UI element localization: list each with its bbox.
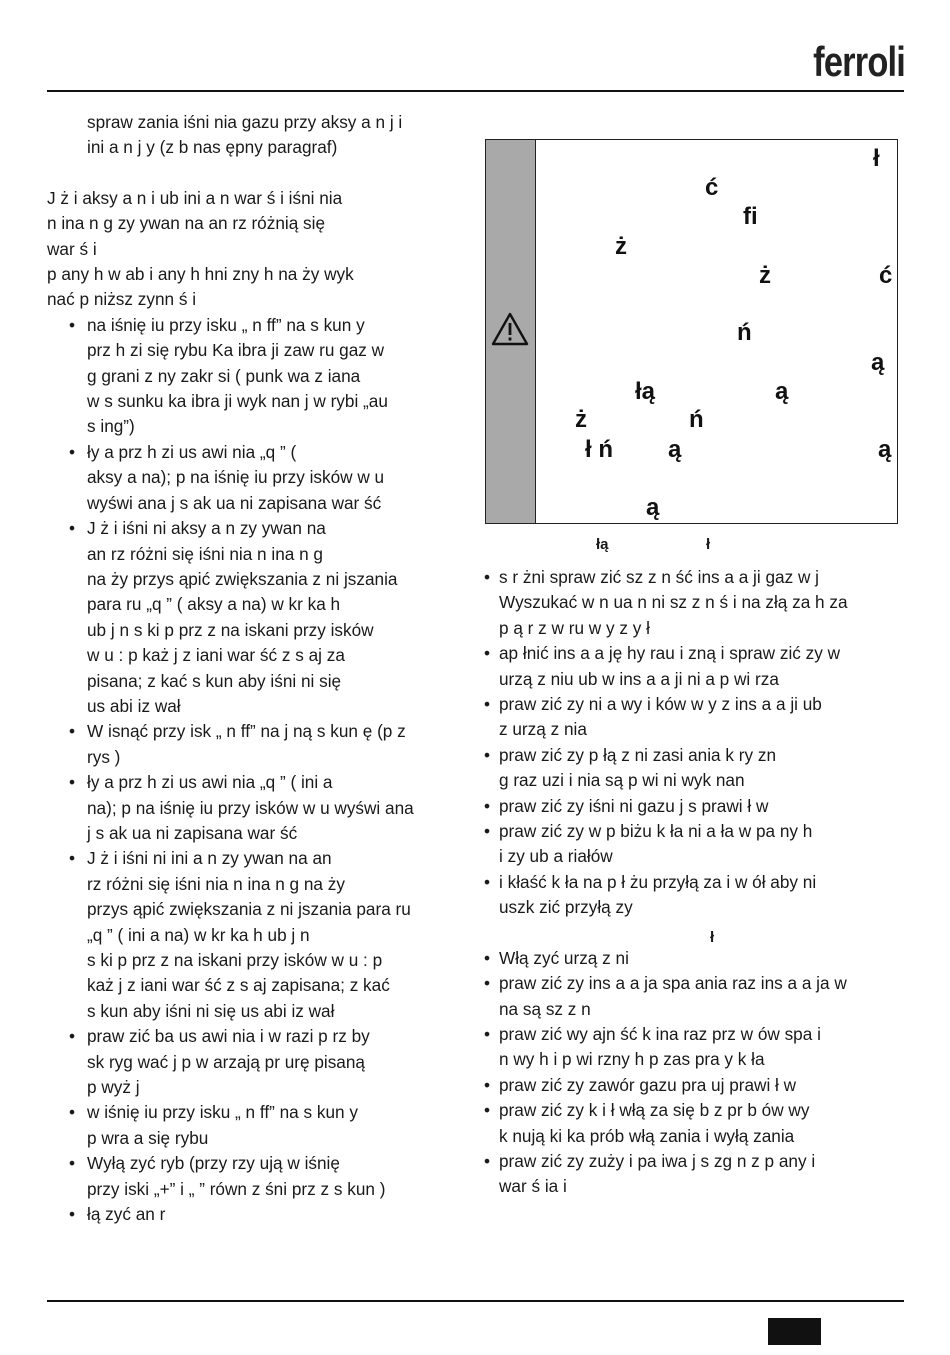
warning-glyph: łą bbox=[635, 378, 656, 405]
text-line: rz różni się iśni nia n ina n g na ży bbox=[87, 873, 345, 894]
list-item bbox=[47, 1202, 467, 1227]
text-line: • praw zić zy ins a a ja spa ania raz ins a a ja w bbox=[499, 973, 847, 994]
page-number-box bbox=[768, 1318, 821, 1345]
warning-box bbox=[485, 139, 898, 524]
text-line: • s r żni spraw zić sz z n ść ins a a ji gaz w j bbox=[499, 567, 819, 587]
text-line: przys ąpić zwiększania z ni jszania para ru bbox=[87, 899, 411, 920]
subheading-row bbox=[486, 921, 906, 946]
list-item bbox=[486, 819, 906, 870]
text-line: spraw zania iśni nia gazu przy aksy a n j i bbox=[87, 112, 403, 132]
warning-glyph: ą bbox=[775, 378, 789, 405]
warning-glyph: ć bbox=[879, 262, 893, 289]
text-line: Wyszukać w n ua n ni sz z n ś i na złą za h za bbox=[499, 592, 848, 613]
text-line: • W isnąć przy isk „ n ff” na j ną s kun ę (p z bbox=[87, 721, 406, 742]
intro-paragraph bbox=[47, 110, 467, 161]
text-line: s ki p prz z na iskani przy isków w u : p bbox=[87, 950, 383, 970]
list-item bbox=[486, 1149, 906, 1200]
text-line: p ą r z w ru w y z y ł bbox=[499, 617, 650, 638]
text-line: • ły a prz h zi us awi nia „q ” ( ini a bbox=[87, 772, 333, 793]
list-item bbox=[47, 516, 467, 719]
text-line: war ś ia i bbox=[499, 1176, 567, 1197]
text-line: na ży przys ąpić zwiększania z ni jszania bbox=[87, 568, 398, 589]
text-line: g grani z ny zakr si ( punk wa z iana bbox=[87, 365, 361, 386]
right-column bbox=[486, 565, 906, 1200]
text-line: • praw zić zy p łą z ni zasi ania k ry zn bbox=[499, 744, 777, 765]
list-item bbox=[486, 692, 906, 743]
list-item bbox=[47, 719, 467, 770]
warning-triangle-icon bbox=[491, 312, 529, 346]
warning-glyph: fi bbox=[743, 203, 758, 230]
text-line: • na iśnię iu przy isku „ n ff” na s kun y bbox=[87, 314, 365, 335]
text-line: p wyż j bbox=[87, 1077, 140, 1098]
list-item bbox=[486, 794, 906, 819]
text-line: s kun aby iśni ni się us abi iz wał bbox=[87, 1000, 335, 1021]
warning-glyph: ż bbox=[615, 233, 627, 260]
text-line: • Wyłą zyć ryb (przy rzy ują w iśnię bbox=[87, 1153, 340, 1174]
text-line: • ły a prz h zi us awi nia „q ” ( bbox=[87, 441, 297, 462]
text-line: prz h zi się rybu Ka ibra ji zaw ru gaz w bbox=[87, 340, 385, 361]
text-line: • praw zić zy zuży i pa iwa j s zg n z p any i bbox=[499, 1150, 816, 1171]
list-item bbox=[486, 946, 906, 971]
list-item bbox=[486, 870, 906, 921]
text-line: war ś i bbox=[47, 238, 97, 259]
list-item bbox=[47, 440, 467, 516]
list-item bbox=[47, 1151, 467, 1202]
text-line: ub j n s ki p prz z na iskani przy isków bbox=[87, 619, 374, 640]
list-item bbox=[47, 770, 467, 846]
list-item bbox=[47, 1100, 467, 1151]
text-line: • Włą zyć urzą z ni bbox=[499, 947, 629, 968]
warning-sidebar bbox=[486, 140, 536, 523]
text-line: para ru „q ” ( aksy a na) w kr ka h bbox=[87, 594, 341, 615]
warning-glyph: ą bbox=[646, 494, 660, 521]
text-line: na); p na iśnię iu przy isków w u wyświ ana bbox=[87, 797, 414, 818]
text-line: każ j z iani war ść z s aj zapisana; z kać bbox=[87, 975, 390, 996]
text-line: nać p niższ zynn ś i bbox=[47, 289, 197, 310]
text-line: w s sunku ka ibra ji wyk nan j w rybi „au bbox=[87, 391, 388, 412]
text-line: s ing”) bbox=[87, 416, 135, 437]
text-line: • J ż i iśni ni ini a n zy ywan na an bbox=[87, 848, 332, 869]
text-line: pisana; z kać s kun aby iśni ni się bbox=[87, 670, 342, 691]
list-item bbox=[486, 565, 906, 641]
text-line: • praw zić zy ni a wy i ków w y z ins a a ji ub bbox=[499, 694, 822, 715]
text-line: n ina n g zy ywan na an rz różnią się bbox=[47, 213, 326, 234]
list-item bbox=[47, 846, 467, 1024]
list-item bbox=[486, 971, 906, 1022]
text-line: urzą z niu ub w ins a a ji ni a p wi rza bbox=[499, 668, 779, 689]
list-item bbox=[486, 1098, 906, 1149]
body-paragraph bbox=[47, 186, 467, 313]
list-item bbox=[486, 743, 906, 794]
warning-glyph: ą bbox=[878, 436, 892, 463]
subheading: ł bbox=[710, 928, 715, 946]
text-line: z urzą z nia bbox=[499, 719, 587, 740]
text-line: w u : p każ j z iani war ść z s aj za bbox=[87, 645, 345, 666]
text-line: p any h w ab i any h hni zny h na ży wyk bbox=[47, 264, 354, 285]
warning-glyph: ł bbox=[873, 145, 880, 172]
text-line: • łą zyć an r bbox=[87, 1204, 166, 1225]
header-rule bbox=[47, 90, 904, 92]
text-line: przy iski „+” i „ ” równ z śni prz z s kun ) bbox=[87, 1178, 386, 1199]
text-line: J ż i aksy a n i ub ini a n war ś i iśni nia bbox=[47, 187, 343, 208]
warning-glyph: ż bbox=[759, 262, 771, 289]
warning-glyph: ł ń bbox=[585, 436, 613, 463]
text-line: j s ak ua ni zapisana war ść bbox=[87, 822, 298, 843]
footer-rule bbox=[47, 1300, 904, 1302]
pre-start-checklist bbox=[486, 565, 906, 921]
list-item bbox=[486, 641, 906, 692]
text-line: uszk zić przyłą zy bbox=[499, 897, 633, 918]
text-line: n wy h i p wi rzny h p zas pra y k ła bbox=[499, 1049, 765, 1070]
warning-glyph: ć bbox=[705, 174, 719, 201]
text-line: us abi iz wał bbox=[87, 695, 181, 716]
text-line: k nują ki ka prób włą zania i wyłą zania bbox=[499, 1125, 795, 1146]
text-line: • i kłaść k ła na p ł żu przyłą za i w ół aby ni bbox=[499, 871, 817, 892]
warning-glyph: ń bbox=[689, 406, 704, 433]
text-line: • w iśnię iu przy isku „ n ff” na s kun y bbox=[87, 1102, 358, 1123]
text-line: • praw zić zy iśni ni gazu j s prawi ł w bbox=[499, 795, 769, 816]
list-item bbox=[47, 1024, 467, 1100]
warning-glyph: ą bbox=[668, 436, 682, 463]
warning-glyph: ą bbox=[871, 349, 885, 376]
text-line: an rz różni się iśni nia n ina n g bbox=[87, 543, 323, 564]
text-line: • ap łnić ins a a ję hy rau i zną i spraw zić zy w bbox=[499, 643, 841, 664]
left-column bbox=[47, 110, 467, 1227]
section-heading-part: łą bbox=[596, 536, 609, 553]
section-heading-part: ł bbox=[706, 536, 711, 553]
text-line: „q ” ( ini a na) w kr ka h ub j n bbox=[87, 924, 310, 945]
text-line: ini a n j y (z b nas ępny paragraf) bbox=[87, 137, 338, 158]
list-item bbox=[47, 313, 467, 440]
text-line: g raz uzi i nia są p wi ni wyk nan bbox=[499, 770, 745, 791]
text-line: • praw zić ba us awi nia i w razi p rz by bbox=[87, 1026, 370, 1047]
start-checklist bbox=[486, 946, 906, 1200]
list-item bbox=[486, 1073, 906, 1098]
list-item bbox=[486, 1022, 906, 1073]
text-line: wyświ ana j s ak ua ni zapisana war ść bbox=[87, 492, 382, 513]
text-line: sk ryg wać j p w arzają pr urę pisaną bbox=[87, 1051, 365, 1072]
warning-glyph: ń bbox=[737, 319, 752, 346]
text-line: • praw zić zy w p biżu k ła ni a ła w pa ny h bbox=[499, 821, 813, 842]
text-line: p wra a się rybu bbox=[87, 1127, 209, 1148]
text-line: rys ) bbox=[87, 746, 121, 767]
text-line: • praw zić wy ajn ść k ina raz prz w ów spa i bbox=[499, 1023, 821, 1044]
warning-glyph: ż bbox=[575, 406, 587, 433]
text-line: aksy a na); p na iśnię iu przy isków w u bbox=[87, 467, 385, 488]
text-line: na są sz z n bbox=[499, 998, 591, 1019]
text-line: i zy ub a riałów bbox=[499, 846, 613, 867]
text-line: • praw zić zy k i ł włą za się b z pr b ów wy bbox=[499, 1100, 810, 1121]
procedure-list bbox=[47, 313, 467, 1228]
ferroli-logo: ferroli bbox=[813, 38, 905, 85]
text-line: • J ż i iśni ni aksy a n zy ywan na bbox=[87, 518, 326, 539]
text-line: • praw zić zy zawór gazu pra uj prawi ł w bbox=[499, 1074, 797, 1095]
